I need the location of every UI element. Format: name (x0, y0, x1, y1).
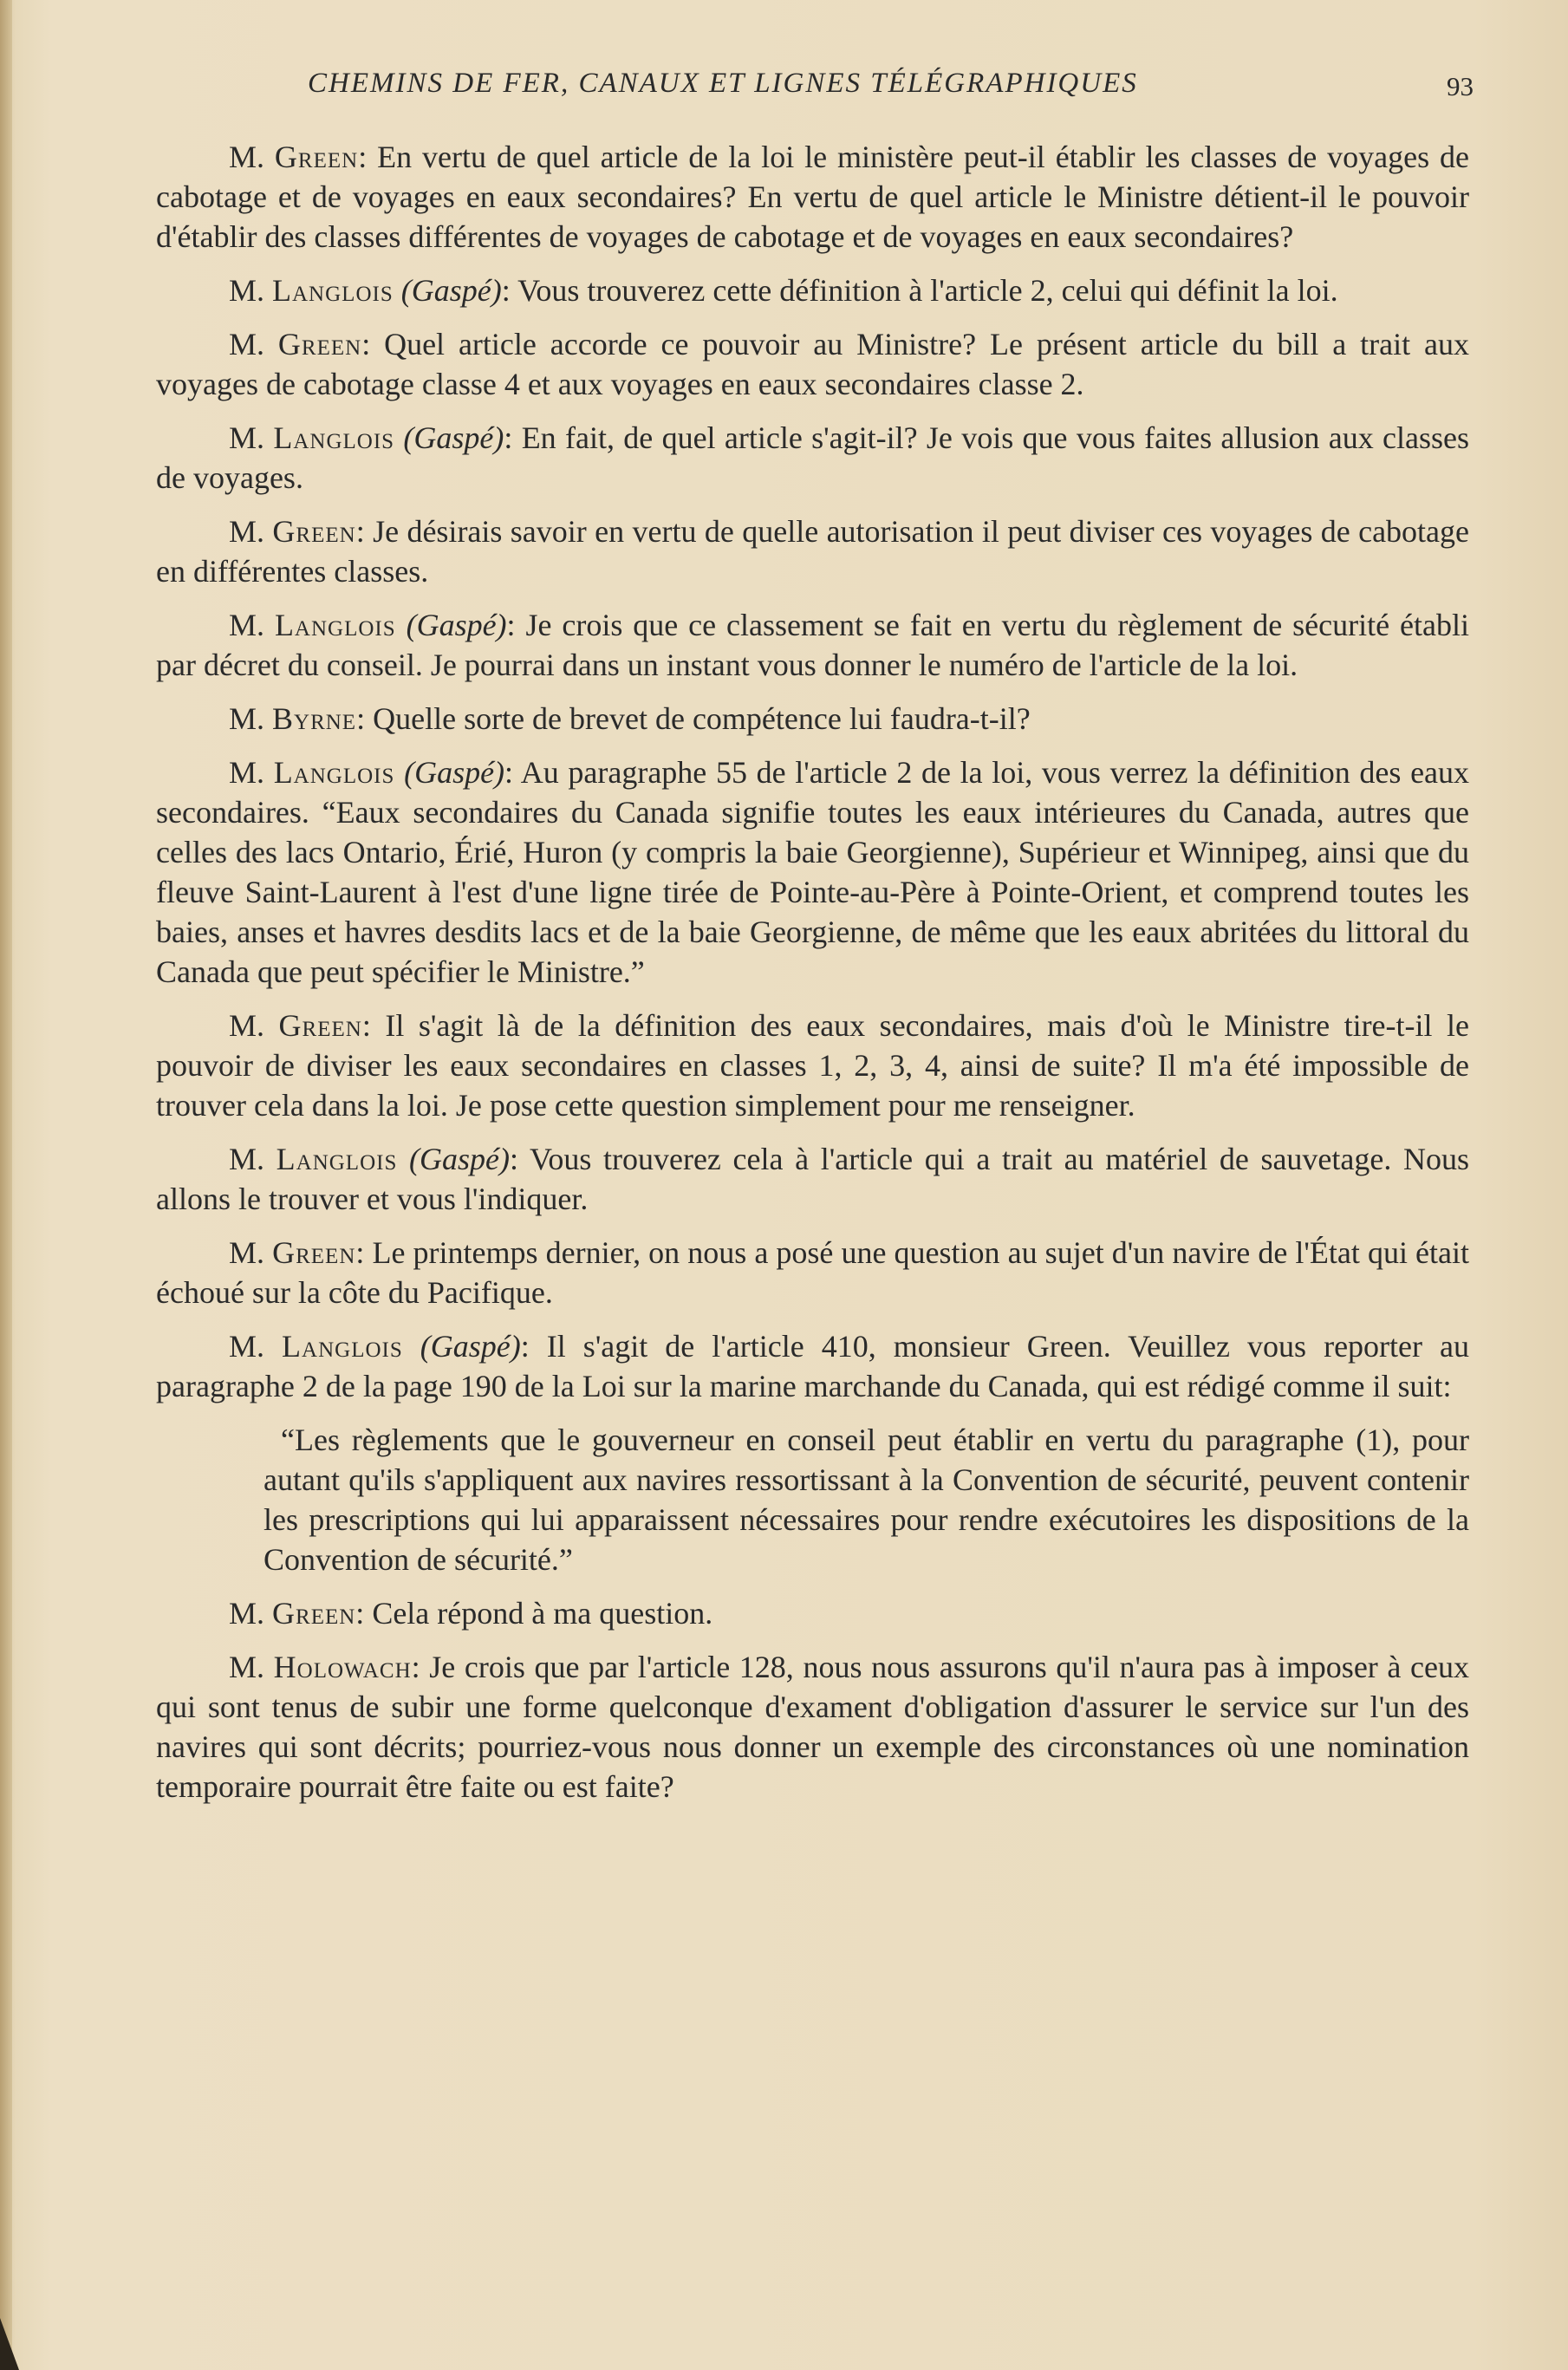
speaker-name: Langlois (274, 608, 396, 642)
paragraph-text: Je crois que ce classement se fait en vertu du règlement de sécurité établi par décret du conseil. Je pourrai dans un instant vous donner le numéro de l'article de la loi. (156, 608, 1469, 682)
page-corner-shadow (0, 2318, 19, 2370)
speaker-riding: (Gaspé) (406, 608, 507, 642)
page-number: 93 (1447, 71, 1474, 101)
running-title: CHEMINS DE FER, CANAUX ET LIGNES TÉLÉGRAPHIQUES (308, 68, 1138, 99)
speaker-name: Langlois (282, 1329, 403, 1364)
paragraph-text: Au paragraphe 55 de l'article 2 de la loi, vous verrez la définition des eaux secondaires. “Eaux secondaires du Canada signifie toutes les eaux intérieures du Canada, autres que celles des lacs Ontario, Érié, Huron (y compris la baie Georgienne), Supérieur et Winnipeg, ainsi que du fleuve Saint-Laurent à l'est d'une ligne tirée de Pointe-au-Père à Pointe-Orient, et comprend toutes les baies, anses et havres desdits lacs et de la baie Georgienne, de même que les eaux abritées du littoral du Canada que peut spécifier le Ministre.” (156, 755, 1470, 989)
paragraph: M. Green: Il s'agit là de la définition des eaux secondaires, mais d'où le Ministre tire-t-il le pouvoir de diviser les eaux secondaires en classes 1, 2, 3, 4, ainsi de suite? Il m'a été impossible de trouver cela dans la loi. Je pose cette question simplement pour me renseigner. (156, 1008, 1470, 1123)
paragraph-text: Vous trouverez cela à l'article qui a trait au matériel de sauvetage. Nous allons le trouver et vous l'indiquer. (156, 1142, 1470, 1216)
speaker-name: Green (278, 1008, 362, 1043)
paragraph: M. Green: En vertu de quel article de la loi le ministère peut-il établir les classes de voyages de cabotage et de voyages en eaux secondaires? En vertu de quel article le Ministre détient-il le pouvoir d'établir des classes différentes de voyages de cabotage et de voyages en eaux secondaires? (156, 140, 1470, 254)
paragraph-text: Cela répond à ma question. (372, 1596, 713, 1631)
speaker-riding: (Gaspé) (403, 420, 504, 455)
speaker-name: Langlois (273, 755, 395, 790)
page-spine-edge (0, 0, 12, 2370)
paragraph: M. Green: Cela répond à ma question. (229, 1596, 713, 1631)
paragraph: M. Byrne: Quelle sorte de brevet de compétence lui faudra-t-il? (229, 701, 1031, 736)
speaker-name: Green (277, 327, 362, 361)
honorific: M. (229, 701, 265, 736)
paragraph: M. Green: Quel article accorde ce pouvoir au Ministre? Le présent article du bill a trait aux voyages de cabotage classe 4 et aux voyages en eaux secondaires classe 2. (156, 327, 1469, 401)
speaker-name: Green (272, 514, 356, 549)
speaker-name: Byrne (272, 701, 357, 736)
honorific: M. (229, 140, 265, 174)
honorific: M. (229, 755, 265, 790)
speaker-name: Green (272, 1596, 356, 1631)
paragraph-text: En fait, de quel article s'agit-il? Je vois que vous faites allusion aux classes de voyages. (156, 420, 1470, 495)
paragraph: M. Green: Je désirais savoir en vertu de quelle autorisation il peut diviser ces voyages de cabotage en différentes classes. (156, 514, 1470, 589)
speaker-name: Green (272, 1235, 356, 1270)
paragraph: M. Langlois (Gaspé): Vous trouverez cela à l'article qui a trait au matériel de sauvetage. Nous allons le trouver et vous l'indiquer. (156, 1142, 1470, 1216)
paragraph-text: Je crois que par l'article 128, nous nous assurons qu'il n'aura pas à imposer à ceux qui sont tenus de subir une forme quelconque d'exament d'obligation d'assurer le service sur l'un des navires qui sont décrits; pourriez-vous nous donner un exemple des circonstances où une nomination temporaire pourrait être faite ou est faite? (156, 1650, 1469, 1804)
honorific: M. (229, 1650, 265, 1684)
speaker-name: Langlois (272, 273, 394, 308)
speaker-name: Green (274, 140, 359, 174)
speaker-name: Langlois (276, 1142, 398, 1176)
honorific: M. (229, 420, 265, 455)
paragraph: M. Langlois (Gaspé): En fait, de quel article s'agit-il? Je vois que vous faites allusion aux classes de voyages. (156, 420, 1470, 495)
paragraph: M. Langlois (Gaspé): Vous trouverez cette définition à l'article 2, celui qui définit la loi. (229, 273, 1338, 308)
paragraph: M. Holowach: Je crois que par l'article 128, nous nous assurons qu'il n'aura pas à imposer à ceux qui sont tenus de subir une forme quelconque d'exament d'obligation d'assurer le service sur l'un des navires qui sont décrits; pourriez-vous nous donner un exemple des circonstances où une nomination temporaire pourrait être faite ou est faite? (156, 1650, 1469, 1804)
honorific: M. (229, 327, 265, 361)
speaker-riding: (Gaspé) (404, 755, 505, 790)
speaker-riding: (Gaspé) (400, 273, 502, 308)
paragraph-text: Quelle sorte de brevet de compétence lui faudra-t-il? (373, 701, 1031, 736)
speaker-name: Holowach (273, 1650, 412, 1684)
paragraph-text: Quel article accorde ce pouvoir au Ministre? Le présent article du bill a trait aux voyages de cabotage classe 4 et aux voyages en eaux secondaires classe 2. (156, 327, 1469, 401)
paragraph: M. Green: Le printemps dernier, on nous a posé une question au sujet d'un navire de l'État qui était échoué sur la côte du Pacifique. (156, 1235, 1470, 1310)
honorific: M. (229, 608, 265, 642)
page-body (156, 137, 1469, 1820)
paragraph: M. Langlois (Gaspé): Je crois que ce classement se fait en vertu du règlement de sécurité établi par décret du conseil. Je pourrai dans un instant vous donner le numéro de l'article de la loi. (156, 608, 1469, 682)
paragraph-text: Vous trouverez cette définition à l'article 2, celui qui définit la loi. (517, 273, 1338, 308)
honorific: M. (229, 1235, 265, 1270)
honorific: M. (229, 1329, 265, 1364)
paragraph: M. Langlois (Gaspé): Il s'agit de l'article 410, monsieur Green. Veuillez vous reporter au paragraphe 2 de la page 190 de la Loi sur la marine marchande du Canada, qui est rédigé comme il suit: (156, 1329, 1470, 1403)
honorific: M. (229, 1142, 265, 1176)
block-quote: “Les règlements que le gouverneur en conseil peut établir en vertu du paragraphe (1), pour autant qu'ils s'appliquent aux navires ressortissant à la Convention de sécurité, peuvent contenir les prescriptions qui lui apparaissent nécessaires pour rendre exécutoires les dispositions de la Convention de sécurité.” (264, 1423, 1469, 1577)
paragraph-text: Il s'agit là de la définition des eaux secondaires, mais d'où le Ministre tire-t-il le pouvoir de diviser les eaux secondaires en classes 1, 2, 3, 4, ainsi de suite? Il m'a été impossible de trouver cela dans la loi. Je pose cette question simplement pour me renseigner. (156, 1008, 1470, 1123)
paragraph-text: Il s'agit de l'article 410, monsieur Green. Veuillez vous reporter au paragraphe 2 de la page 190 de la Loi sur la marine marchande du Canada, qui est rédigé comme il suit: (156, 1329, 1470, 1403)
honorific: M. (229, 514, 265, 549)
speaker-name: Langlois (273, 420, 395, 455)
speaker-riding: (Gaspé) (409, 1142, 510, 1176)
paragraph-text: En vertu de quel article de la loi le ministère peut-il établir les classes de voyages de cabotage et de voyages en eaux secondaires? En vertu de quel article le Ministre détient-il le pouvoir d'établir des classes différentes de voyages de cabotage et de voyages en eaux secondaires? (156, 140, 1470, 254)
paragraph: M. Langlois (Gaspé): Au paragraphe 55 de l'article 2 de la loi, vous verrez la définition des eaux secondaires. “Eaux secondaires du Canada signifie toutes les eaux intérieures du Canada, autres que celles des lacs Ontario, Érié, Huron (y compris la baie Georgienne), Supérieur et Winnipeg, ainsi que du fleuve Saint-Laurent à l'est d'une ligne tirée de Pointe-au-Père à Pointe-Orient, et comprend toutes les baies, anses et havres desdits lacs et de la baie Georgienne, de même que les eaux abritées du littoral du Canada que peut spécifier le Ministre.” (156, 755, 1470, 989)
speaker-riding: (Gaspé) (420, 1329, 521, 1364)
honorific: M. (229, 1596, 265, 1631)
honorific: M. (229, 273, 265, 308)
page-header (156, 68, 1474, 111)
paragraph-text: Je désirais savoir en vertu de quelle autorisation il peut diviser ces voyages de cabotage en différentes classes. (156, 514, 1470, 589)
honorific: M. (229, 1008, 265, 1043)
paragraph-text: Le printemps dernier, on nous a posé une question au sujet d'un navire de l'État qui était échoué sur la côte du Pacifique. (156, 1235, 1470, 1310)
